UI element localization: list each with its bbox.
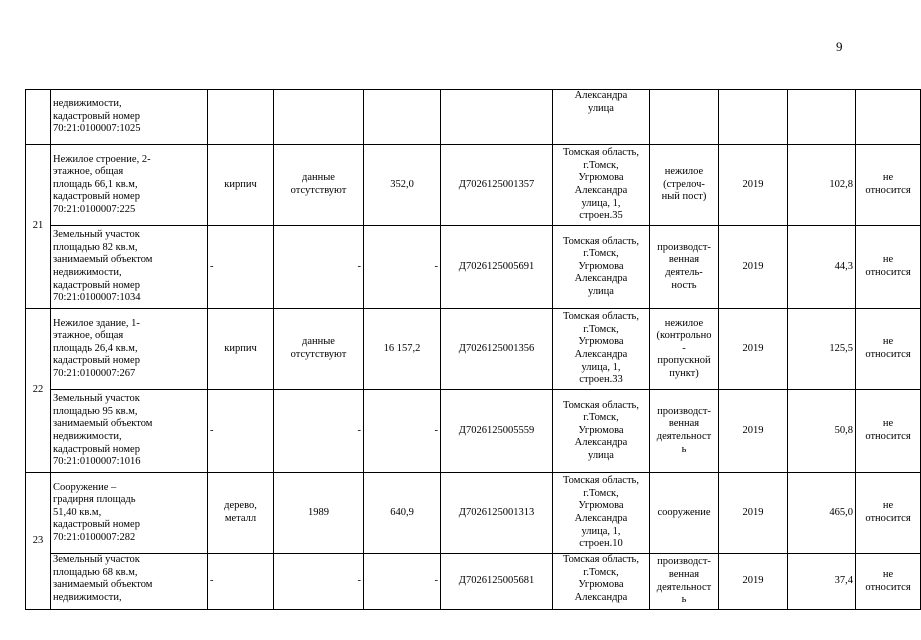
object-description-cell: Земельный участок площадью 68 кв.м, занимаемый объектом недвижимости, <box>51 554 208 610</box>
year-assessed-cell: 2019 <box>719 390 788 473</box>
material-cell: - <box>208 554 274 610</box>
cadastre-id-cell: Д7026125001313 <box>441 473 553 554</box>
address-cell: Томская область, г.Томск, Угрюмова Александра улица, 1, строен.10 <box>553 473 650 554</box>
object-description-cell: Земельный участок площадью 95 кв.м, занимаемый объектом недвижимости, кадастровый номер 70:21:0100007:1016 <box>51 390 208 473</box>
amount-cell: 465,0 <box>788 473 856 554</box>
year-assessed-cell: 2019 <box>719 554 788 610</box>
row-number-cell <box>26 90 51 145</box>
material-cell <box>208 90 274 145</box>
value-cell: - <box>364 554 441 610</box>
construction-year-cell: 1989 <box>274 473 364 554</box>
relation-cell: не относится <box>856 145 921 226</box>
year-assessed-cell: 2019 <box>719 309 788 390</box>
table-row <box>26 90 921 145</box>
amount-cell: 125,5 <box>788 309 856 390</box>
material-cell: кирпич <box>208 145 274 226</box>
construction-year-cell: - <box>274 226 364 309</box>
cadastre-id-cell: Д7026125001357 <box>441 145 553 226</box>
amount-cell: 102,8 <box>788 145 856 226</box>
year-assessed-cell: 2019 <box>719 226 788 309</box>
cadastre-id-cell: Д7026125005681 <box>441 554 553 610</box>
material-cell: дерево, металл <box>208 473 274 554</box>
year-assessed-cell: 2019 <box>719 145 788 226</box>
use-cell: нежилое (стрелоч- ный пост) <box>650 145 719 226</box>
page-number: 9 <box>836 39 843 54</box>
table-row <box>26 226 921 309</box>
construction-year-cell: данные отсутствуют <box>274 309 364 390</box>
cadastre-id-cell: Д7026125001356 <box>441 309 553 390</box>
address-cell: Томская область, г.Томск, Угрюмова Александра улица, 1, строен.33 <box>553 309 650 390</box>
value-cell: - <box>364 390 441 473</box>
object-description-cell: Сооружение – градирня площадь 51,40 кв.м, кадастровый номер 70:21:0100007:282 <box>51 473 208 554</box>
address-cell: Александра улица <box>553 90 650 145</box>
construction-year-cell: - <box>274 390 364 473</box>
relation-cell <box>856 90 921 145</box>
year-assessed-cell: 2019 <box>719 473 788 554</box>
address-cell: Томская область, г.Томск, Угрюмова Александра <box>553 554 650 610</box>
relation-cell: не относится <box>856 390 921 473</box>
cadastre-id-cell: Д7026125005691 <box>441 226 553 309</box>
use-cell <box>650 90 719 145</box>
relation-cell: не относится <box>856 226 921 309</box>
amount-cell: 50,8 <box>788 390 856 473</box>
amount-cell: 44,3 <box>788 226 856 309</box>
relation-cell: не относится <box>856 309 921 390</box>
material-cell: кирпич <box>208 309 274 390</box>
value-cell: 16 157,2 <box>364 309 441 390</box>
object-description-cell: недвижимости, кадастровый номер 70:21:0100007:1025 <box>51 90 208 145</box>
use-cell: нежилое (контрольно - пропускной пункт) <box>650 309 719 390</box>
material-cell: - <box>208 226 274 309</box>
value-cell: 640,9 <box>364 473 441 554</box>
value-cell: - <box>364 226 441 309</box>
value-cell: 352,0 <box>364 145 441 226</box>
row-number-cell: 21 <box>26 145 51 309</box>
address-cell: Томская область, г.Томск, Угрюмова Александра улица <box>553 390 650 473</box>
value-cell <box>364 90 441 145</box>
table-row <box>26 473 921 554</box>
object-description-cell: Нежилое здание, 1- этажное, общая площадь 26,4 кв.м, кадастровый номер 70:21:0100007:267 <box>51 309 208 390</box>
table-row <box>26 554 921 610</box>
construction-year-cell: данные отсутствуют <box>274 145 364 226</box>
cadastre-id-cell <box>441 90 553 145</box>
address-cell: Томская область, г.Томск, Угрюмова Александра улица <box>553 226 650 309</box>
object-description-cell: Земельный участок площадью 82 кв.м, занимаемый объектом недвижимости, кадастровый номер 70:21:0100007:1034 <box>51 226 208 309</box>
material-cell: - <box>208 390 274 473</box>
table-row <box>26 309 921 390</box>
construction-year-cell: - <box>274 554 364 610</box>
address-cell: Томская область, г.Томск, Угрюмова Александра улица, 1, строен.35 <box>553 145 650 226</box>
use-cell: производст- венная деятельност ь <box>650 554 719 610</box>
year-assessed-cell <box>719 90 788 145</box>
object-description-cell: Нежилое строение, 2- этажное, общая площадь 66,1 кв.м, кадастровый номер 70:21:0100007:225 <box>51 145 208 226</box>
row-number-cell: 22 <box>26 309 51 473</box>
year-cell <box>274 90 364 145</box>
property-registry-table <box>25 89 921 610</box>
amount-cell <box>788 90 856 145</box>
relation-cell: не относится <box>856 554 921 610</box>
row-number-cell: 23 <box>26 473 51 610</box>
table-row <box>26 390 921 473</box>
table-row <box>26 145 921 226</box>
use-cell: производст- венная деятельност ь <box>650 390 719 473</box>
use-cell: производст- венная деятель- ность <box>650 226 719 309</box>
amount-cell: 37,4 <box>788 554 856 610</box>
relation-cell: не относится <box>856 473 921 554</box>
use-cell: сооружение <box>650 473 719 554</box>
cadastre-id-cell: Д7026125005559 <box>441 390 553 473</box>
